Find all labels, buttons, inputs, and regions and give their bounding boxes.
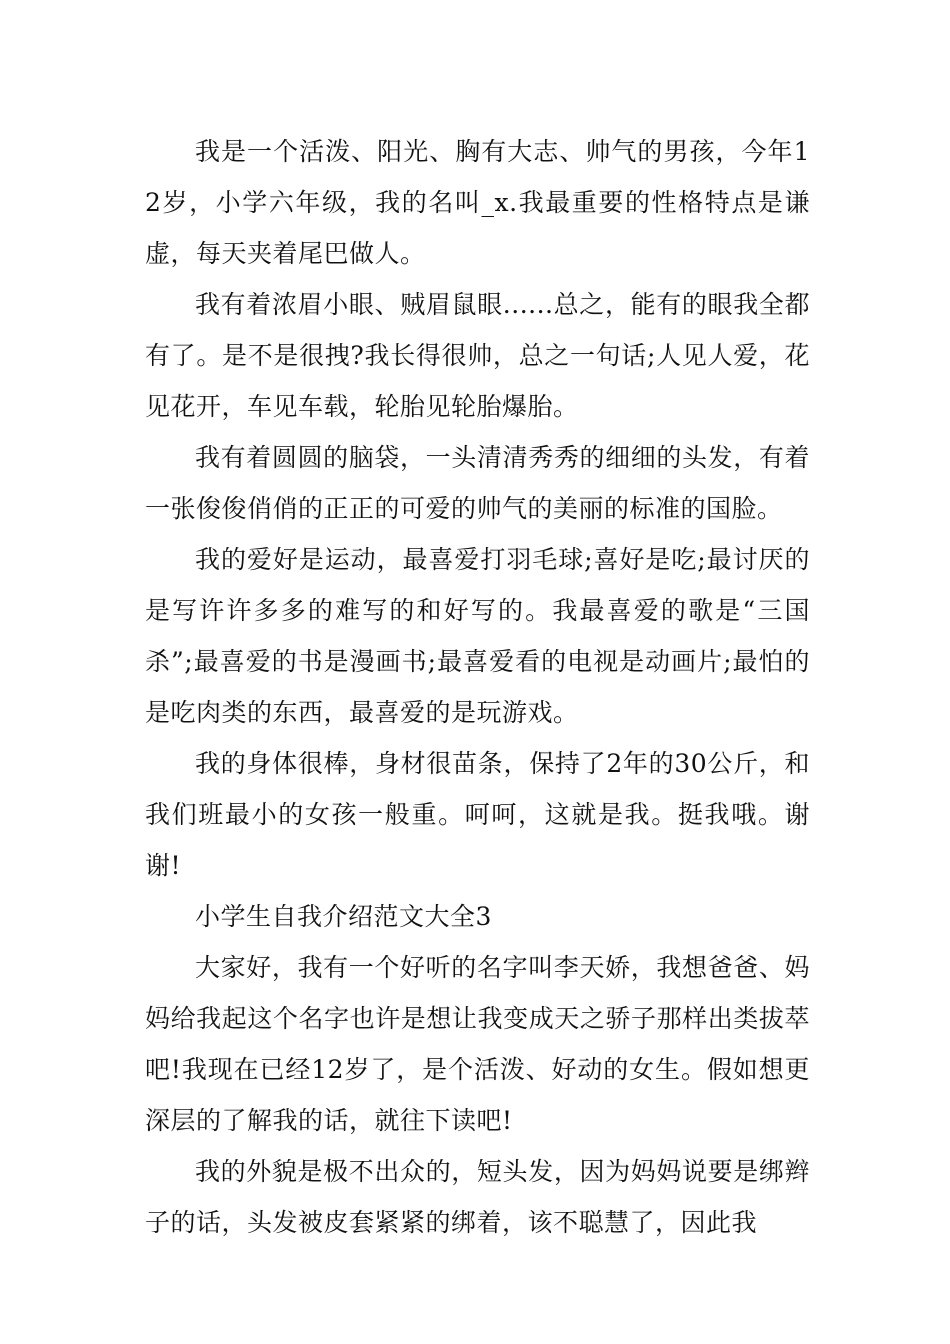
paragraph-eyes: 我有着浓眉小眼、贼眉鼠眼......总之，能有的眼我全都有了。是不是很拽?我长得很帅，总之一句话;人见人爱，花见花开，车见车载，轮胎见轮胎爆胎。 <box>145 290 810 421</box>
paragraph-intro: 我是一个活泼、阳光、胸有大志、帅气的男孩，今年12岁，小学六年级，我的名叫_x.我最重要的性格特点是谦虚，每天夹着尾巴做人。 <box>145 137 810 268</box>
paragraph-face: 我有着圆圆的脑袋，一头清清秀秀的细细的头发，有着一张俊俊俏俏的正正的可爱的帅气的美丽的标准的国脸。 <box>145 443 810 523</box>
paragraph-greeting: 大家好，我有一个好听的名字叫李天娇，我想爸爸、妈妈给我起这个名字也许是想让我变成天之骄子那样出类拔萃吧!我现在已经12岁了，是个活泼、好动的女生。假如想更深层的了解我的话，就往下读吧! <box>145 953 810 1135</box>
paragraph-hobbies: 我的爱好是运动，最喜爱打羽毛球;喜好是吃;最讨厌的是写许许多多的难写的和好写的。我最喜爱的歌是“三国杀”;最喜爱的书是漫画书;最喜爱看的电视是动画片;最怕的是吃肉类的东西，最喜爱的是玩游戏。 <box>145 545 810 727</box>
section-title: 小学生自我介绍范文大全3 <box>195 902 492 931</box>
paragraph-appearance: 我的外貌是极不出众的，短头发，因为妈妈说要是绑辫子的话，头发被皮套紧紧的绑着，该不聪慧了，因此我 <box>145 1157 810 1237</box>
document-body <box>145 126 810 1248</box>
paragraph-body: 我的身体很棒，身材很苗条，保持了2年的30公斤，和我们班最小的女孩一般重。呵呵，这就是我。挺我哦。谢谢! <box>145 749 810 880</box>
